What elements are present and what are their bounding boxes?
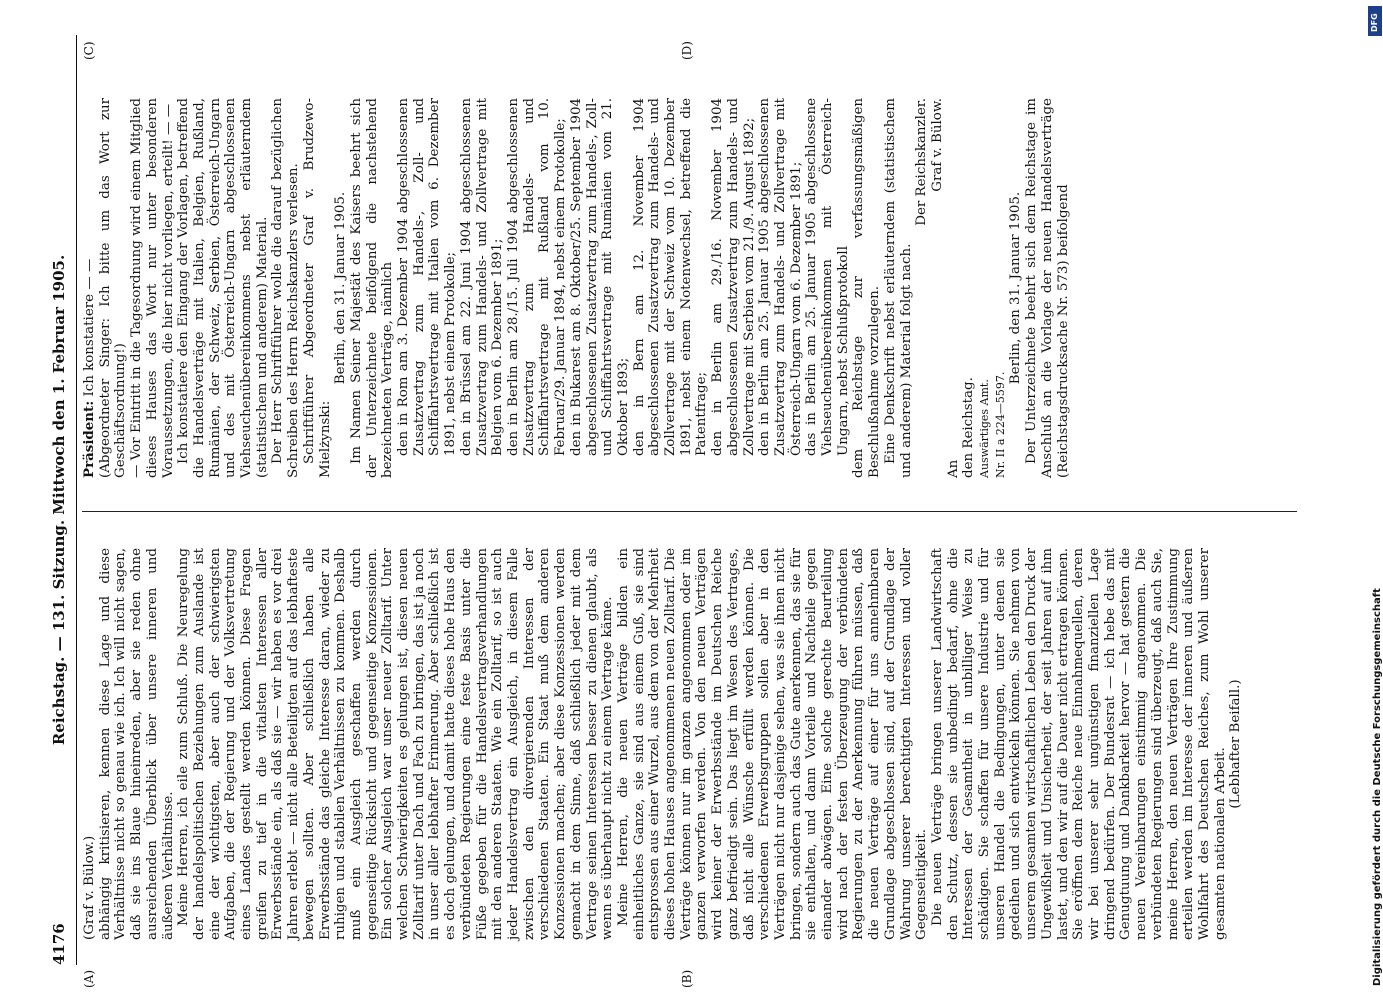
president-label: Präsident: bbox=[81, 400, 97, 478]
treaty-item: den in Bern am 12. November 1904 abgeschlossenen Zusatzvertrag zum Handels- und Zollvertrage mit der Schweiz vom 10. Dezember 1891, nebst einem Notenwechsel, betreffend die Patentfrage; bbox=[631, 98, 710, 456]
margin-marker-b: (B) bbox=[680, 969, 694, 988]
margin-marker-a: (A) bbox=[82, 969, 96, 988]
letter-close: dem Reichstage zur verfassungsmäßigen Beschlußnahme vorzulegen. bbox=[851, 98, 883, 478]
letter2-date: Berlin, den 31. Januar 1905. bbox=[1008, 191, 1024, 385]
paragraph: Ich konstatiere den Eingang der Vorlagen, betreffend die Handelsverträge mit Italien, Belgien, Rußland, Rumänien, der Schweiz, Serbien, Österreich-Ungarn und des mit Österreich-Ungarn abgeschlossenen Viehseuchenübereinkommens nebst erläuterndem (statistischem und anderem) Material. bbox=[176, 98, 270, 478]
paragraph: Meine Herren, die neuen Verträge bilden ein einheitliches Ganze, sie sind aus einem Guß, sie sind entsprossen aus einer Wurzel, aus dem von der Mehrheit dieses hohen Hauses angenommenen neuen Zolltarif. Die Verträge können nur im ganzen angenommen oder im ganzen verworfen werden. Von den neuen Verträgen wird keiner der Erwerbsstände im Deutschen Reiche ganz befriedigt sein. Das liegt im Wesen des Vertrages, daß nicht alle Wünsche erfüllt werden können. Die verschiedenen Erwerbsgruppen sollen aber in den Verträgen nicht nur dasjenige sehen, was sie ihnen nicht bringen, sondern auch das Gute anerkennen, das sie für sie enthalten, und dann Vorteile und Nachteile gegen einander abwägen. Eine solche gerechte Beurteilung wird nach der festen Überzeugung der verbündeten Regierungen zu der Anerkennung führen müssen, daß die neuen Verträge auf einer für uns annehmbaren Grundlage abgeschlossen sind, auf der Grundlage der Wahrung unserer berechtigten Interessen und voller Gegenseitigkeit. bbox=[615, 548, 930, 940]
treaty-item: den in Berlin am 25. Januar 1905 abgeschlossenen Zusatzvertrag zum Handels- und Zollvertrage mit Österreich-Ungarn vom 6. Dezember 1891; bbox=[757, 98, 804, 456]
applause-note: (Lebhafter Beifall.) bbox=[1228, 679, 1244, 809]
signature-name: Graf v. Bülow. bbox=[929, 98, 945, 192]
address-recipient: den Reichstag. bbox=[961, 377, 977, 478]
column-divider bbox=[82, 511, 1297, 512]
paragraph: Der Herr Schriftführer wolle die darauf bezüglichen Schreiben des Herrn Reichskanzlers verlesen. bbox=[270, 98, 302, 478]
dfg-logo: DFG bbox=[1368, 6, 1382, 36]
signature-title: Der Reichskanzler. bbox=[914, 98, 930, 226]
office-number: Nr. II a 224—5597. bbox=[993, 371, 1007, 478]
letter-date: Berlin, den 31. Januar 1905. bbox=[333, 191, 349, 385]
office-name: Auswärtiges Amt. bbox=[978, 379, 992, 478]
paragraph: Die neuen Verträge bringen unserer Landwirtschaft den Schutz, dessen sie unbedingt bedarf, ohne die Interessen der Gesamtheit in unbilliger Weise zu schädigen. Sie schaffen für unsere Industrie und für unseren Handel die Bedingungen, unter denen sie gedeihen und sich entwickeln können. Sie nehmen von unserem gesamten wirtschaftlichen Leben den Druck der Ungewißheit und Unsicherheit, der seit Jahren auf ihm lastet, und den wir auf die Dauer nicht ertragen können. Sie eröffnen dem Reiche neue Einnahmequellen, deren wir bei unserer sehr ungünstigen finanziellen Lage dringend bedürfen. Der Bundesrat — ich hebe das mit Genugtuung und Dankbarkeit hervor — hat gestern die neuen Vereinbarungen einstimmig angenommen. Die verbündeten Regierungen sind überzeugt, daß auch Sie, meine Herren, den neuen Verträgen Ihre Zustimmung erteilen werden im Interesse der inneren und äußeren Wohlfahrt des Deutschen Reiches, zum Wohl unserer gesamten nationalen Arbeit. bbox=[929, 548, 1228, 940]
speaker-tag: (Graf v. Bülow.) bbox=[82, 835, 97, 940]
president-text: Ich konstatiere — — bbox=[82, 258, 97, 397]
credit-text: Digitalisierung gefördert durch die Deutsche Forschungsgemeinschaft bbox=[1372, 588, 1383, 986]
margin-marker-c: (C) bbox=[82, 41, 96, 60]
interjection: (Abgeordneter Singer: Ich bitte um das Wort zur Geschäftsordnung!) bbox=[97, 98, 129, 478]
page-number: 4176 bbox=[50, 923, 68, 965]
treaty-item: den in Berlin am 29./16. November 1904 abgeschlossenen Zusatzvertrag zum Handels- und Zollvertrage mit Serbien vom 21./9. August 1892; bbox=[710, 98, 757, 456]
margin-marker-d: (D) bbox=[680, 41, 694, 60]
letter-intro: Im Namen Seiner Majestät des Kaisers beehrt sich der Unterzeichnete beifolgend die nachstehend bezeichneten Verträge, nämlich bbox=[348, 98, 396, 478]
page-title: Reichstag. — 131. Sitzung. Mittwoch den 1. Februar 1905. bbox=[50, 254, 68, 746]
treaty-item: den in Brüssel am 22. Juni 1904 abgeschlossenen Zusatzvertrag zum Handels- und Zollvertrage mit Belgien vom 6. Dezember 1891; bbox=[458, 98, 506, 456]
treaty-item: den in Bukarest am 8. Oktober/25. September 1904 abgeschlossenen Zusatzvertrag zum Handels-, Zoll- und Schiffahrtsvertrage mit Rumänien vom 21. Oktober 1893; bbox=[568, 98, 631, 456]
digitization-credit bbox=[1370, 6, 1383, 996]
treaty-item: den in Rom am 3. Dezember 1904 abgeschlossenen Zusatzvertrag zum Handels-, Zoll- und Schiffahrtsvertrage mit Italien vom 6. Dezember 1891, nebst einem Protokolle; bbox=[396, 98, 459, 456]
treaty-item: den in Berlin am 28./15. Juli 1904 abgeschlossenen Zusatzvertrag zum Handels- und Schiffahrtsvertrage mit Rußland vom 10. Februar/29. Januar 1894, nebst einem Protokolle; bbox=[505, 98, 569, 456]
secretary-label: Schriftführer Abgeordneter Graf v. Brudzewo-Mielżynski: bbox=[301, 98, 333, 478]
paragraph: — Vor Eintritt in die Tagesordnung wird einem Mitglied dieses Hauses das Wort nur unter besonderen Voraussetzungen, die hier nicht vorliegen, erteilt! — — bbox=[129, 98, 176, 478]
denkschrift-note: Eine Denkschrift nebst erläuterndem (statistischem und anderem) Material folgt nach. bbox=[882, 98, 914, 478]
paragraph: Meine Herren, ich eile zum Schluß. Die Neuregelung der handelspolitischen Beziehungen zum Auslande ist eine der wichtigsten, aber auch der schwierigsten Aufgaben, die der Regierung und der Volksvertretung eines Landes gestellt werden können. Diese Fragen greifen zu tief in die vitalsten Interessen aller Erwerbsstände ein, als daß sie — wir haben es vor drei Jahren erlebt — nicht alle Beteiligten auf das lebhafteste bewegen sollten. Aber schließlich haben alle Erwerbsstände das gleiche Interesse daran, wieder zu ruhigen und stabilen Verhältnissen zu kommen. Deshalb muß ein Ausgleich geschaffen werden durch gegenseitige Rücksicht und gegenseitige Konzessionen. Ein solcher Ausgleich war unser neuer Zolltarif. Unter welchen Schwierigkeiten es gelungen ist, diesen neuen Zolltarif unter Dach und Fach zu bringen, das ist ja noch in unser aller lebhafter Erinnerung. Aber schließlich ist es doch gelungen, und damit hatte dieses hohe Haus den verbündeten Regierungen eine feste Basis unter die Füße gegeben für die Handelsvertragsverhandlungen mit den anderen Staaten. Wie ein Zolltarif, so ist auch jeder Handelsvertrag ein Ausgleich, in diesem Falle zwischen den divergierenden Interessen der verschiedenen Staaten. Ein Staat muß dem anderen Konzessionen machen; aber diese Konzessionen werden gemacht in dem Sinne, daß schließlich jeder mit dem Vertrage seinen Interessen besser zu dienen glaubt, als wenn es überhaupt nicht zu einem Vertrage käme. bbox=[176, 548, 616, 940]
page-header bbox=[42, 35, 77, 965]
right-column bbox=[82, 98, 1071, 478]
left-column bbox=[82, 548, 1244, 940]
address-an: An bbox=[945, 459, 961, 478]
letter2-text: Der Unterzeichnete beehrt sich dem Reichstage im Anschluß an die Vorlage der neuen Handelsverträge (Reichstagsdrucksache Nr. 573) beifolgend bbox=[1024, 98, 1071, 478]
treaty-item: das in Berlin am 25. Januar 1905 abgeschlossene Viehseuchenübereinkommen mit Österreich-Ungarn, nebst Schlußprotokoll bbox=[804, 98, 851, 456]
paragraph: abhängig kritisieren, kennen diese Lage und diese Verhältnisse nicht so genau wie ich. Ich will nicht sagen, daß sie ins Blaue hineinreden, aber sie reden ohne ausreichenden Überblick über unsere inneren und äußeren Verhältnisse. bbox=[97, 548, 176, 940]
